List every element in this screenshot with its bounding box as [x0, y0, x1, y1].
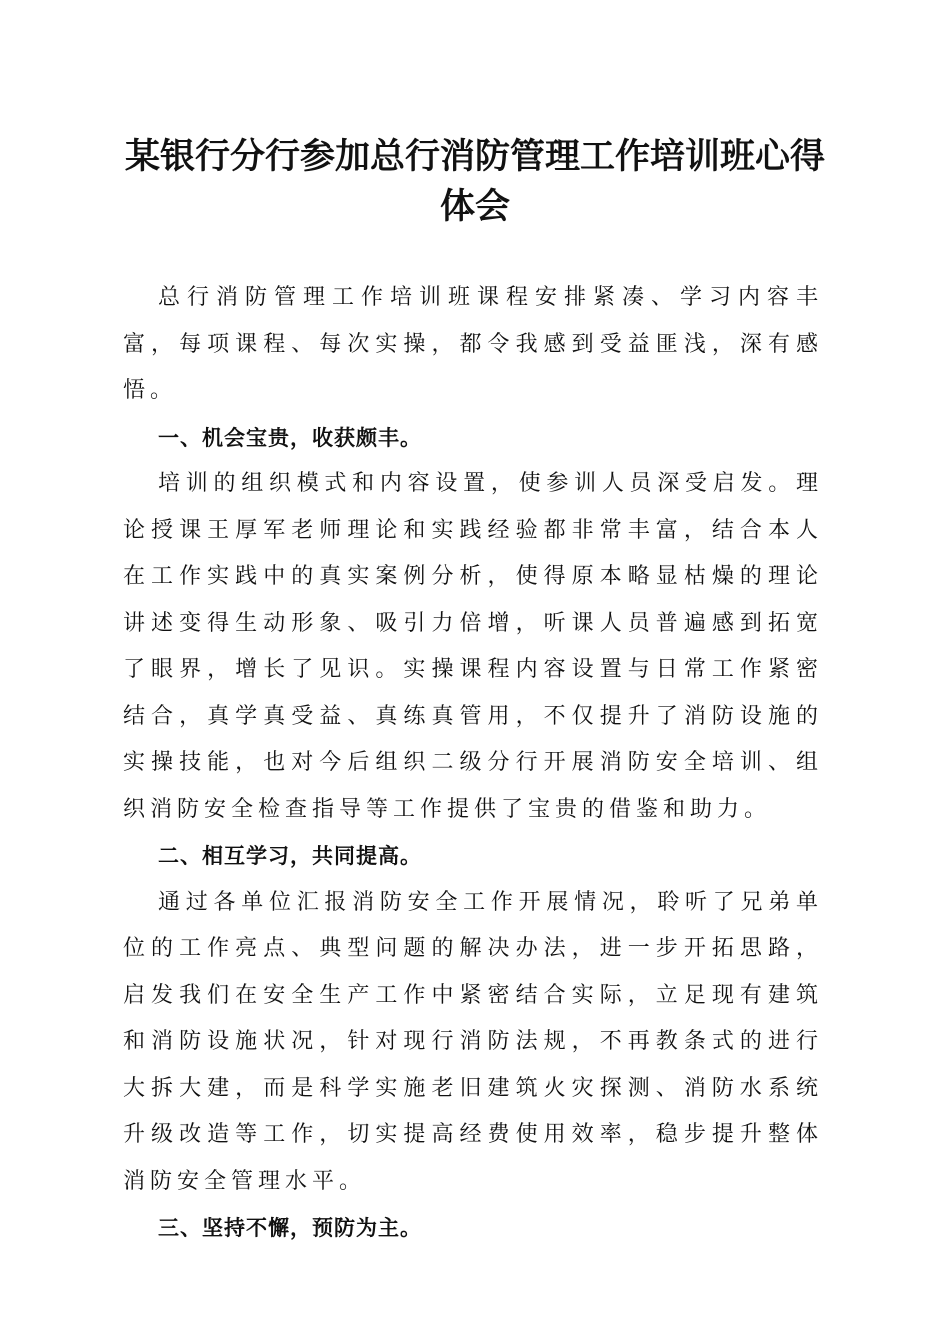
intro-paragraph: 总行消防管理工作培训班课程安排紧凑、学习内容丰富，每项课程、每次实操，都令我感到受益匪浅，深有感悟。: [123, 285, 823, 403]
document-title: 某银行分行参加总行消防管理工作培训班心得体会: [124, 136, 825, 227]
section-heading-3: 三、坚持不懈，预防为主。: [158, 1216, 422, 1240]
section-heading-2: 二、相互学习，共同提高。: [158, 844, 422, 868]
section-1-paragraph: 培训的组织模式和内容设置，使参训人员深受启发。理论授课王厚军老师理论和实践经验都非常丰富，结合本人在工作实践中的真实案例分析，使得原本略显枯燥的理论讲述变得生动形象、吸引力倍增，听课人员普遍感到拓宽了眼界，增长了见识。实操课程内容设置与日常工作紧密结合，真学真受益、真练真管用，不仅提升了消防设施的实操技能，也对今后组织二级分行开展消防安全培训、组织消防安全检查指导等工作提供了宝贵的借鉴和助力。: [123, 471, 823, 822]
section-heading-1: 一、机会宝贵，收获颇丰。: [158, 425, 422, 450]
section-2-paragraph: 通过各单位汇报消防安全工作开展情况，聆听了兄弟单位的工作亮点、典型问题的解决办法，进一步开拓思路，启发我们在安全生产工作中紧密结合实际，立足现有建筑和消防设施状况，针对现行消防法规，不再教条式的进行大拆大建，而是科学实施老旧建筑火灾探测、消防水系统升级改造等工作，切实提高经费使用效率，稳步提升整体消防安全管理水平。: [123, 889, 823, 1194]
document-body: [123, 275, 823, 1252]
